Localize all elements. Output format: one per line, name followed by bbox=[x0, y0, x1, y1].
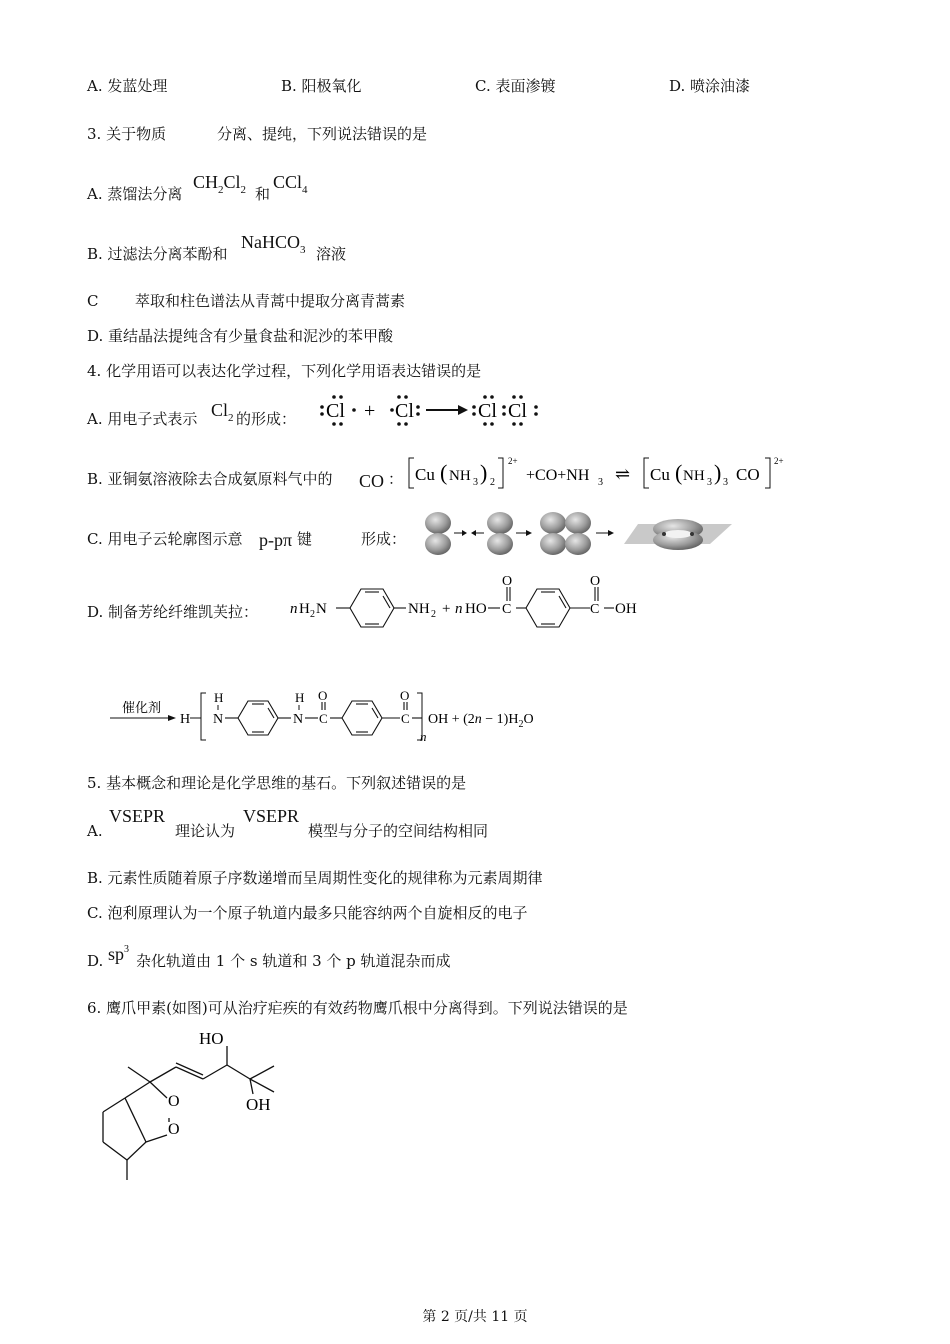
q3-option-b-tail: 溶液 bbox=[316, 245, 347, 263]
svg-text:Cl: Cl bbox=[508, 400, 527, 422]
svg-text:C: C bbox=[590, 602, 600, 617]
svg-text:Cl: Cl bbox=[395, 400, 414, 422]
svg-text:n: n bbox=[455, 601, 463, 617]
svg-text:C: C bbox=[401, 711, 410, 726]
svg-text:N: N bbox=[213, 712, 224, 727]
svg-text:H: H bbox=[295, 690, 305, 705]
q5-option-d-tail: 杂化轨道由 1 个 s 轨道和 3 个 p 轨道混杂而成 bbox=[136, 952, 451, 970]
svg-text:O: O bbox=[168, 1093, 180, 1110]
svg-text:Cl: Cl bbox=[326, 400, 345, 422]
svg-text:2+: 2+ bbox=[508, 456, 518, 466]
svg-text:O: O bbox=[590, 574, 601, 589]
svg-text:N: N bbox=[316, 601, 327, 617]
electron-dot-formation-equation bbox=[314, 392, 546, 430]
q4-option-a-formula: $Cl_2$ bbox=[211, 400, 234, 424]
svg-text:): ) bbox=[480, 460, 488, 485]
q4-option-c-text: C. 用电子云轮廓图示意 bbox=[87, 530, 243, 548]
svg-text:H: H bbox=[214, 690, 224, 705]
svg-text:2: 2 bbox=[490, 477, 495, 488]
svg-text:2: 2 bbox=[310, 609, 315, 620]
q3-option-d-text: D. 重结晶法提纯含有少量食盐和泥沙的苯甲酸 bbox=[87, 327, 394, 345]
svg-text:NH: NH bbox=[408, 601, 430, 617]
q5-option-a-mid: 理论认为 bbox=[175, 822, 236, 840]
q4-option-b-text: B. 亚铜氨溶液除去合成氨原料气中的 bbox=[87, 470, 333, 488]
svg-text:OH: OH bbox=[615, 601, 637, 617]
svg-text:C: C bbox=[502, 602, 512, 617]
q5-option-a-vsepr-1: VSEPR bbox=[109, 806, 166, 826]
svg-text:3: 3 bbox=[707, 477, 712, 488]
svg-text:NH: NH bbox=[683, 468, 705, 484]
q3-option-a-text: A. 蒸馏法分离 bbox=[87, 185, 183, 203]
q3-option-b-text: B. 过滤法分离苯酚和 bbox=[87, 245, 228, 263]
q5-stem: 5. 基本概念和理论是化学思维的基石。下列叙述错误的是 bbox=[87, 774, 467, 792]
q4-option-c-text3: 形成： bbox=[361, 530, 407, 548]
svg-text:OH: OH bbox=[246, 1095, 271, 1114]
svg-text:O: O bbox=[502, 574, 513, 589]
svg-text:⇌: ⇌ bbox=[615, 464, 631, 484]
yingzhaosu-structure bbox=[90, 1022, 320, 1192]
svg-text:2+: 2+ bbox=[774, 456, 784, 466]
q3-option-c-label: C bbox=[87, 292, 99, 310]
q4-stem: 4. 化学用语可以表达化学过程，下列化学用语表达错误的是 bbox=[87, 362, 482, 380]
svg-text:HO: HO bbox=[199, 1029, 224, 1048]
page-footer: 第 2 页/共 11 页 bbox=[422, 1309, 528, 1325]
q5-option-d-label: D. bbox=[87, 952, 104, 970]
q2-option-d: D. 喷涂油漆 bbox=[669, 77, 751, 95]
svg-text:H: H bbox=[299, 601, 310, 617]
q2-option-a: A. 发蓝处理 bbox=[87, 77, 168, 95]
q4-option-a-text: A. 用电子式表示 bbox=[87, 410, 198, 428]
q5-option-c-text: C. 泡利原理认为一个原子轨道内最多只能容纳两个自旋相反的电子 bbox=[87, 904, 528, 922]
svg-text:O: O bbox=[318, 688, 328, 703]
q5-option-a-label: A. bbox=[87, 822, 103, 840]
q4-option-d-text: D. 制备芳纶纤维凯芙拉： bbox=[87, 603, 259, 621]
q4-option-b-colon: ： bbox=[388, 470, 404, 488]
svg-text:HO: HO bbox=[465, 601, 487, 617]
svg-text:n: n bbox=[420, 729, 427, 744]
q4-option-c-text2: 键 bbox=[297, 530, 313, 548]
q3-option-a-and: 和 bbox=[255, 185, 271, 203]
svg-text:+CO+NH: +CO+NH bbox=[526, 467, 590, 484]
kevlar-reactants bbox=[288, 570, 648, 630]
q5-option-b-text: B. 元素性质随着原子序数递增而呈周期性变化的规律称为元素周期律 bbox=[87, 869, 543, 887]
svg-text:(: ( bbox=[675, 460, 683, 485]
q2-option-b: B. 阳极氧化 bbox=[281, 77, 362, 95]
q3-stem-a: 3. 关于物质 bbox=[87, 125, 167, 143]
q5-option-d-sp3: $sp^3$ bbox=[108, 944, 130, 964]
svg-text:催化剂: 催化剂 bbox=[122, 700, 162, 715]
svg-text:+: + bbox=[442, 601, 451, 617]
q2-option-c: C. 表面渗镀 bbox=[475, 77, 556, 95]
q6-stem: 6. 鹰爪甲素(如图)可从治疗疟疾的有效药物鹰爪根中分离得到。下列说法错误的是 bbox=[87, 999, 628, 1017]
q5-option-a-tail: 模型与分子的空间结构相同 bbox=[308, 822, 489, 840]
svg-text:n: n bbox=[290, 601, 298, 617]
svg-text:NH: NH bbox=[449, 468, 471, 484]
p-p-pi-bond-orbital-diagram bbox=[420, 510, 740, 558]
svg-text:O: O bbox=[400, 688, 410, 703]
q5-option-a-vsepr-2: VSEPR bbox=[243, 806, 300, 826]
q4-option-c-formula: p-pπ bbox=[259, 530, 293, 550]
svg-text:(: ( bbox=[440, 460, 448, 485]
q3-option-b-formula: NaHCO$_3$ bbox=[241, 232, 306, 256]
svg-text:3: 3 bbox=[473, 477, 478, 488]
svg-text:H: H bbox=[180, 712, 191, 727]
svg-text:O: O bbox=[168, 1121, 180, 1138]
svg-text:+: + bbox=[364, 400, 376, 422]
svg-text:C: C bbox=[319, 711, 328, 726]
svg-text:): ) bbox=[714, 460, 722, 485]
svg-text:Cu: Cu bbox=[415, 465, 435, 484]
q3-stem-b: 分离、提纯，下列说法错误的是 bbox=[217, 125, 428, 143]
q3-option-a-formula-ccl4: CCl$_4$ bbox=[273, 172, 308, 196]
svg-text:3: 3 bbox=[723, 477, 728, 488]
q4-option-a-tail: 的形成： bbox=[236, 410, 297, 428]
svg-text:OH + (2n − 1)H2O: OH + $(2n - 1)H_2O$ bbox=[428, 712, 534, 730]
svg-text:2: 2 bbox=[431, 609, 436, 620]
cuprammonia-equilibrium bbox=[402, 452, 802, 492]
kevlar-product bbox=[106, 688, 566, 744]
q3-option-a-formula-ch2cl2: $CH_2Cl_2$ bbox=[193, 172, 247, 196]
svg-text:Cl: Cl bbox=[478, 400, 497, 422]
svg-text:N: N bbox=[293, 712, 304, 727]
svg-text:CO: CO bbox=[736, 465, 760, 484]
q3-option-c-text: 萃取和柱色谱法从青蒿中提取分离青蒿素 bbox=[135, 292, 406, 310]
svg-text:Cu: Cu bbox=[650, 465, 670, 484]
q4-option-b-co: CO bbox=[359, 471, 385, 491]
svg-text:3: 3 bbox=[598, 477, 603, 488]
